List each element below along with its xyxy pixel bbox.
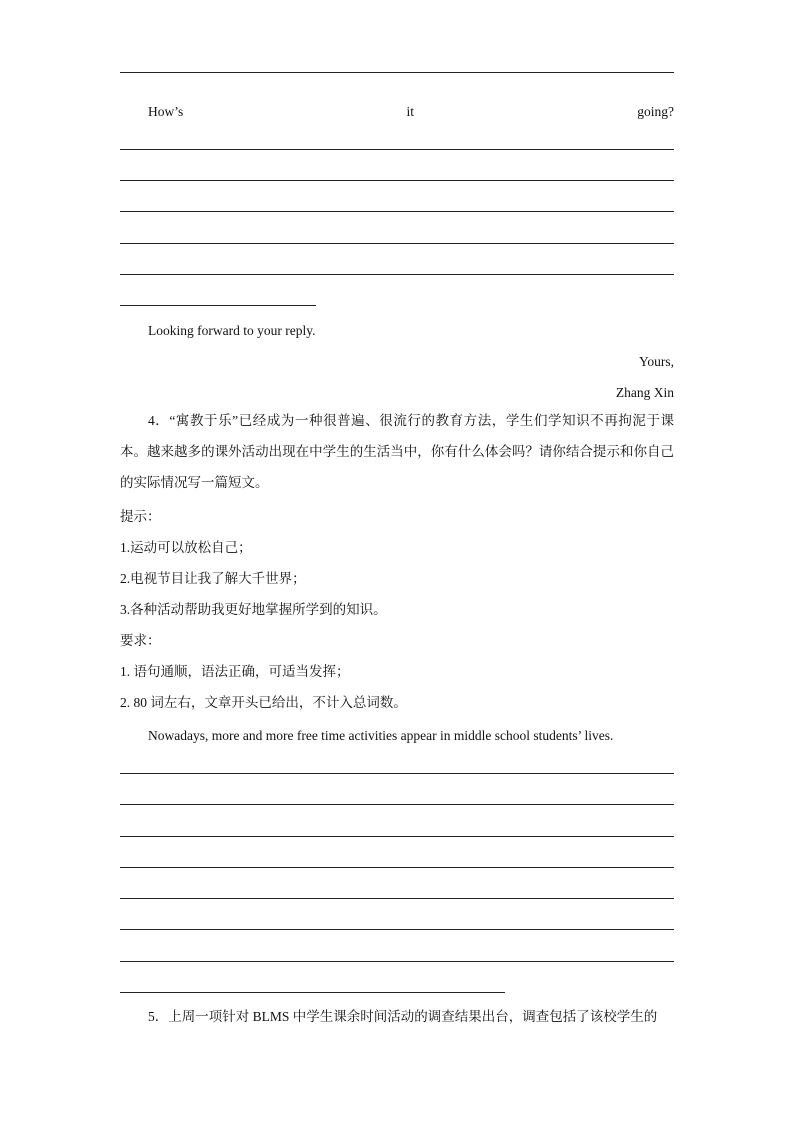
- letter-signoff: Yours,: [638, 354, 674, 369]
- greeting-word-3: going?: [637, 104, 674, 119]
- writing-line[interactable]: [120, 149, 674, 150]
- q5-prompt: 5．上周一项针对 BLMS 中学生课余时间活动的调查结果出台，调查包括了该校学生的: [148, 1009, 658, 1024]
- q4-hint-title: 提示：: [120, 509, 161, 524]
- writing-line[interactable]: [120, 929, 674, 930]
- writing-line[interactable]: [120, 836, 674, 837]
- writing-line[interactable]: [120, 961, 674, 962]
- writing-line[interactable]: [120, 211, 674, 212]
- q4-req-2: 2. 80 词左右，文章开头已给出，不计入总词数。: [120, 695, 407, 710]
- writing-line[interactable]: [120, 773, 674, 774]
- writing-line[interactable]: [120, 274, 674, 275]
- q4-req-1: 1. 语句通顺，语法正确，可适当发挥；: [120, 664, 350, 679]
- letter-signature: Zhang Xin: [615, 385, 674, 400]
- q4-opening: Nowadays, more and more free time activities appear in middle school students’ lives.: [148, 728, 614, 743]
- q4-hint-3: 3.各种活动帮助我更好地掌握所学到的知识。: [120, 602, 387, 617]
- q4-hint-2: 2.电视节目让我了解大千世界；: [120, 571, 306, 586]
- q4-hint-1: 1.运动可以放松自己；: [120, 540, 252, 555]
- greeting-word-2: it: [406, 104, 415, 119]
- writing-line[interactable]: [120, 867, 674, 868]
- writing-line[interactable]: [120, 243, 674, 244]
- writing-line[interactable]: [120, 804, 674, 805]
- letter-closing: Looking forward to your reply.: [148, 323, 316, 338]
- top-rule: [120, 72, 674, 73]
- writing-line[interactable]: [120, 898, 674, 899]
- writing-line-short[interactable]: [120, 992, 505, 993]
- greeting-word-1: How’s: [148, 104, 184, 119]
- q4-prompt: 4．“寓教于乐”已经成为一种很普遍、很流行的教育方法，学生们学知识不再拘泥于课本。越来越多的课外活动出现在中学生的生活当中，你有什么体会吗？请你结合提示和你自己的实际情况写一篇短文。: [120, 413, 674, 490]
- writing-line[interactable]: [120, 180, 674, 181]
- q4-req-title: 要求：: [120, 633, 161, 648]
- letter-greeting: [148, 102, 674, 122]
- writing-line-short[interactable]: [120, 305, 316, 306]
